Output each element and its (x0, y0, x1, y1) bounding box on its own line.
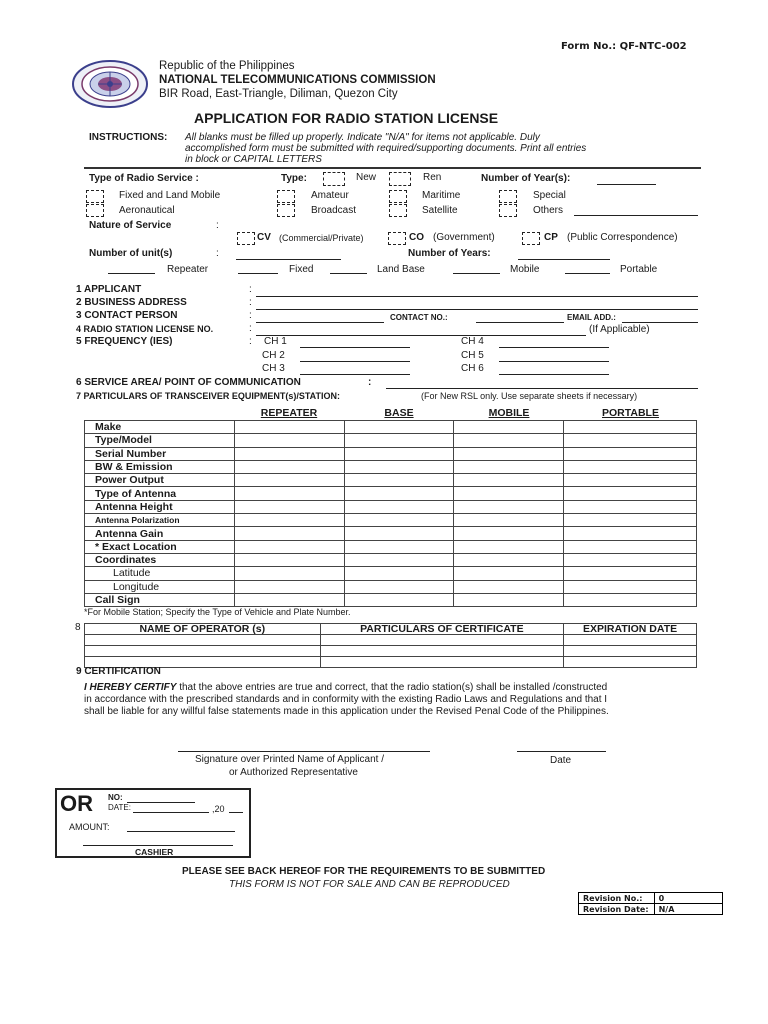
number-of-years-2-field[interactable] (518, 259, 610, 260)
equipment-row (85, 567, 697, 580)
equipment-base-cell[interactable] (344, 567, 454, 580)
ch4-field[interactable] (499, 347, 609, 348)
equipment-base-cell[interactable] (344, 474, 454, 487)
equipment-portable-cell[interactable] (564, 474, 697, 487)
column-header-mobile: MOBILE (488, 407, 530, 419)
broadcast-label: Broadcast (311, 205, 357, 216)
special-label: Special (533, 190, 566, 201)
or-date-label: DATE: (108, 803, 131, 812)
operators-header-expiration: EXPIRATION DATE (564, 624, 697, 635)
revision-no-label: Revision No.: (579, 893, 655, 904)
mobile-count-field[interactable] (453, 273, 500, 274)
repeater-count-label: Repeater (167, 264, 209, 275)
operator-expiration-cell[interactable] (564, 635, 697, 646)
frequency-label: 5 FREQUENCY (IES) (76, 336, 173, 347)
equipment-row (85, 514, 697, 527)
equipment-mobile-cell[interactable] (454, 527, 564, 540)
equipment-mobile-cell[interactable] (454, 487, 564, 500)
contact-no-label: CONTACT NO.: (390, 313, 448, 322)
form-title: APPLICATION FOR RADIO STATION LICENSE (194, 110, 499, 126)
ch1-field[interactable] (300, 347, 410, 348)
fixed-count-field[interactable] (238, 273, 278, 274)
ch2-label: CH 2 (262, 350, 285, 361)
equipment-base-cell[interactable] (344, 540, 454, 553)
certification-heading: 9 CERTIFICATION (76, 666, 161, 677)
equipment-row-label: Type/Model (85, 434, 235, 447)
co-label: CO (409, 232, 424, 243)
equipment-repeater-cell[interactable] (234, 580, 344, 593)
applicant-label: 1 APPLICANT (76, 284, 142, 295)
equipment-mobile-cell[interactable] (454, 580, 564, 593)
new-checkbox[interactable] (323, 172, 345, 186)
operators-header-certificate: PARTICULARS OF CERTIFICATE (320, 624, 564, 635)
equipment-row (85, 527, 697, 540)
header-agency: NATIONAL TELECOMMUNICATIONS COMMISSION (159, 74, 436, 86)
equipment-row (85, 593, 697, 606)
ch5-field[interactable] (499, 361, 609, 362)
equipment-base-cell[interactable] (344, 593, 454, 606)
ntc-seal-logo (71, 59, 149, 109)
operators-header-name: NAME OF OPERATOR (s) (85, 624, 321, 635)
number-of-units-label: Number of unit(s) (89, 248, 173, 259)
number-of-units-field[interactable] (236, 259, 341, 260)
signature-caption-line2: or Authorized Representative (229, 767, 358, 778)
certification-text-line2: in accordance with the prescribed standards and in conformity with the existing Radio Laws and Regulations and that I (84, 694, 608, 705)
amateur-checkbox[interactable] (277, 190, 295, 203)
item-8-number: 8 (75, 622, 81, 633)
equipment-row-label: Power Output (85, 474, 235, 487)
mobile-station-footnote: *For Mobile Station; Specify the Type of Vehicle and Plate Number. (84, 607, 351, 617)
signature-caption-line1: Signature over Printed Name of Applicant / (195, 754, 384, 765)
nature-colon: : (216, 220, 219, 231)
equipment-mobile-cell[interactable] (454, 421, 564, 434)
equipment-base-cell[interactable] (344, 460, 454, 473)
revision-date-label: Revision Date: (579, 904, 655, 915)
contact-no-field[interactable] (476, 322, 564, 323)
equipment-row (85, 421, 697, 434)
equipment-base-cell[interactable] (344, 500, 454, 513)
others-label: Others (533, 205, 564, 216)
operators-table (84, 623, 697, 668)
license-no-colon: : (249, 323, 252, 334)
operator-certificate-cell[interactable] (320, 657, 564, 668)
equipment-portable-cell[interactable] (564, 567, 697, 580)
equipment-base-cell[interactable] (344, 447, 454, 460)
ch6-field[interactable] (499, 374, 609, 375)
amateur-label: Amateur (311, 190, 349, 201)
equipment-row-label: Longitude (85, 580, 235, 593)
operator-certificate-cell[interactable] (320, 635, 564, 646)
equipment-row-label: Antenna Height (85, 500, 235, 513)
equipment-row (85, 447, 697, 460)
mobile-count-label: Mobile (510, 264, 540, 275)
contact-person-field[interactable] (256, 322, 384, 323)
maritime-label: Maritime (422, 190, 461, 201)
equipment-mobile-cell[interactable] (454, 514, 564, 527)
aeronautical-checkbox[interactable] (86, 204, 104, 217)
equipment-mobile-cell[interactable] (454, 593, 564, 606)
equipment-portable-cell[interactable] (564, 487, 697, 500)
equipment-mobile-cell[interactable] (454, 434, 564, 447)
fixed-land-mobile-checkbox[interactable] (86, 190, 104, 203)
equipment-row-label: Antenna Polarization (85, 514, 235, 527)
equipment-repeater-cell[interactable] (234, 500, 344, 513)
equipment-table (84, 420, 697, 607)
if-applicable-note: (If Applicable) (589, 324, 650, 335)
equipment-row-label: Type of Antenna (85, 487, 235, 500)
equipment-row (85, 540, 697, 553)
header-address: BIR Road, East-Triangle, Diliman, Quezon City (159, 88, 398, 100)
operator-certificate-cell[interactable] (320, 646, 564, 657)
equipment-row-label: Antenna Gain (85, 527, 235, 540)
revision-date-value: N/A (654, 904, 722, 915)
applicant-field[interactable] (256, 296, 698, 297)
equipment-repeater-cell[interactable] (234, 540, 344, 553)
equipment-repeater-cell[interactable] (234, 460, 344, 473)
ch1-label: CH 1 (264, 336, 287, 347)
aeronautical-label: Aeronautical (119, 205, 175, 216)
equipment-mobile-cell[interactable] (454, 553, 564, 566)
equipment-row-label: Serial Number (85, 447, 235, 460)
operator-name-cell[interactable] (85, 635, 321, 646)
number-of-years-field[interactable] (597, 184, 656, 185)
email-field[interactable] (622, 322, 698, 323)
equipment-portable-cell[interactable] (564, 580, 697, 593)
equipment-row-label: BW & Emission (85, 460, 235, 473)
type-label: Type: (281, 173, 307, 184)
equipment-repeater-cell[interactable] (234, 553, 344, 566)
equipment-row (85, 460, 697, 473)
equipment-portable-cell[interactable] (564, 514, 697, 527)
units-colon: : (216, 248, 219, 259)
satellite-label: Satellite (422, 205, 458, 216)
instructions-line3: in block or CAPITAL LETTERS (185, 154, 322, 165)
or-date-field[interactable] (133, 812, 209, 813)
frequency-colon: : (249, 336, 252, 347)
equipment-row-label: Latitude (85, 567, 235, 580)
equipment-mobile-cell[interactable] (454, 540, 564, 553)
business-address-label: 2 BUSINESS ADDRESS (76, 297, 187, 308)
fixed-count-label: Fixed (289, 264, 314, 275)
instructions-label: INSTRUCTIONS: (89, 132, 168, 143)
others-specify-field[interactable] (574, 215, 698, 216)
cp-label: CP (544, 232, 558, 243)
or-no-field[interactable] (127, 802, 195, 803)
equipment-base-cell[interactable] (344, 527, 454, 540)
certification-text-line1 (84, 682, 607, 693)
instructions-line1: All blanks must be filled up properly. Indicate "N/A" for items not applicable. Duly (185, 132, 540, 143)
equipment-base-cell[interactable] (344, 487, 454, 500)
business-address-colon: : (249, 297, 252, 308)
cv-description: (Commercial/Private) (279, 233, 364, 243)
equipment-row-label: * Exact Location (85, 540, 235, 553)
co-checkbox[interactable] (388, 232, 406, 245)
certify-line1: that the above entries are true and correct, that the radio station(s) shall be installed /constructed (176, 682, 608, 693)
column-header-base: BASE (384, 407, 414, 419)
renewal-label: Ren (423, 172, 442, 183)
header-republic: Republic of the Philippines (159, 60, 295, 72)
service-area-colon: : (368, 377, 372, 388)
footer-requirements-note: PLEASE SEE BACK HEREOF FOR THE REQUIREMENTS TO BE SUBMITTED (182, 866, 546, 877)
form-number: Form No.: QF-NTC-002 (561, 41, 687, 52)
applicant-signature-field[interactable] (178, 751, 430, 752)
certification-text-line3: shall be liable for any willful false statements made in this application under the Revised Penal Code of the Philippines. (84, 706, 609, 717)
equipment-row (85, 474, 697, 487)
land-base-count-field[interactable] (330, 273, 367, 274)
equipment-portable-cell[interactable] (564, 421, 697, 434)
column-header-portable: PORTABLE (602, 407, 659, 419)
equipment-row (85, 500, 697, 513)
new-label: New (356, 172, 377, 183)
section-divider (84, 167, 701, 169)
equipment-repeater-cell[interactable] (234, 474, 344, 487)
renewal-checkbox[interactable] (389, 172, 411, 186)
radio-station-license-no-field[interactable] (256, 335, 586, 336)
equipment-portable-cell[interactable] (564, 593, 697, 606)
equipment-row-label: Coordinates (85, 553, 235, 566)
instructions-line2: accomplished form must be submitted with required/supporting documents. Print all entries (185, 143, 587, 154)
ch6-label: CH 6 (461, 363, 484, 374)
co-description: (Government) (433, 232, 495, 243)
equipment-base-cell[interactable] (344, 434, 454, 447)
number-of-years-2-label: Number of Years: (408, 248, 491, 259)
ch5-label: CH 5 (461, 350, 484, 361)
equipment-portable-cell[interactable] (564, 460, 697, 473)
ch2-field[interactable] (300, 361, 410, 362)
equipment-mobile-cell[interactable] (454, 447, 564, 460)
equipment-repeater-cell[interactable] (234, 447, 344, 460)
official-receipt-box (55, 788, 251, 858)
equipment-base-cell[interactable] (344, 580, 454, 593)
repeater-count-field[interactable] (108, 273, 155, 274)
date-caption: Date (550, 755, 572, 766)
nature-of-service-label: Nature of Service (89, 220, 172, 231)
or-no-label: NO: (108, 793, 123, 802)
fixed-land-mobile-label: Fixed and Land Mobile (119, 190, 221, 201)
portable-count-field[interactable] (565, 273, 610, 274)
cashier-signature-field[interactable] (83, 845, 233, 846)
equipment-row (85, 434, 697, 447)
equipment-portable-cell[interactable] (564, 434, 697, 447)
equipment-row-label: Make (85, 421, 235, 434)
email-label: EMAIL ADD.: (567, 313, 616, 322)
equipment-repeater-cell[interactable] (234, 567, 344, 580)
type-of-radio-service-label: Type of Radio Service : (89, 173, 199, 184)
ch4-label: CH 4 (461, 336, 484, 347)
satellite-checkbox[interactable] (389, 204, 407, 217)
land-base-count-label: Land Base (377, 264, 425, 275)
equipment-repeater-cell[interactable] (234, 434, 344, 447)
ch3-field[interactable] (300, 374, 410, 375)
cp-checkbox[interactable] (522, 232, 540, 245)
contact-person-label: 3 CONTACT PERSON (76, 310, 178, 321)
equipment-row (85, 487, 697, 500)
equipment-portable-cell[interactable] (564, 540, 697, 553)
equipment-mobile-cell[interactable] (454, 500, 564, 513)
business-address-field[interactable] (256, 309, 698, 310)
cv-label: CV (257, 232, 271, 243)
service-area-field[interactable] (386, 388, 698, 389)
equipment-row (85, 553, 697, 566)
footer-not-for-sale-note: THIS FORM IS NOT FOR SALE AND CAN BE REPRODUCED (229, 879, 510, 890)
cp-description: (Public Correspondence) (567, 232, 678, 243)
or-label: OR (60, 791, 93, 816)
applicant-colon: : (249, 284, 252, 295)
equipment-base-cell[interactable] (344, 553, 454, 566)
maritime-checkbox[interactable] (389, 190, 407, 203)
equipment-base-cell[interactable] (344, 514, 454, 527)
or-amount-field[interactable] (127, 831, 235, 832)
service-area-label: 6 SERVICE AREA/ POINT OF COMMUNICATION (76, 377, 301, 388)
number-of-years-label: Number of Year(s): (481, 173, 571, 184)
equipment-repeater-cell[interactable] (234, 421, 344, 434)
equipment-repeater-cell[interactable] (234, 527, 344, 540)
equipment-repeater-cell[interactable] (234, 593, 344, 606)
equipment-row-label: Call Sign (85, 593, 235, 606)
equipment-mobile-cell[interactable] (454, 460, 564, 473)
operator-expiration-cell[interactable] (564, 646, 697, 657)
equipment-mobile-cell[interactable] (454, 474, 564, 487)
ch3-label: CH 3 (262, 363, 285, 374)
cv-checkbox[interactable] (237, 232, 255, 245)
equipment-portable-cell[interactable] (564, 500, 697, 513)
certification-date-field[interactable] (517, 751, 606, 752)
broadcast-checkbox[interactable] (277, 204, 295, 217)
operator-expiration-cell[interactable] (564, 657, 697, 668)
transceiver-particulars-label: 7 PARTICULARS OF TRANSCEIVER EQUIPMENT(s)/STATION: (76, 391, 341, 401)
equipment-mobile-cell[interactable] (454, 567, 564, 580)
contact-person-colon: : (249, 310, 252, 321)
or-year-label: ,20 (212, 804, 225, 814)
certify-lead: I HEREBY CERTIFY (84, 682, 177, 693)
radio-station-license-no-label: 4 RADIO STATION LICENSE NO. (76, 324, 214, 334)
others-checkbox[interactable] (499, 204, 517, 217)
equipment-row (85, 580, 697, 593)
equipment-repeater-cell[interactable] (234, 487, 344, 500)
column-header-repeater: REPEATER (260, 407, 318, 419)
transceiver-note: (For New RSL only. Use separate sheets if necessary) (421, 391, 638, 401)
equipment-portable-cell[interactable] (564, 553, 697, 566)
equipment-portable-cell[interactable] (564, 527, 697, 540)
special-checkbox[interactable] (499, 190, 517, 203)
or-year-field[interactable] (229, 812, 243, 813)
revision-no-value: 0 (654, 893, 722, 904)
equipment-base-cell[interactable] (344, 421, 454, 434)
or-amount-label: AMOUNT: (69, 822, 110, 832)
revision-table (578, 892, 723, 915)
portable-count-label: Portable (620, 264, 658, 275)
operator-name-cell[interactable] (85, 646, 321, 657)
equipment-repeater-cell[interactable] (234, 514, 344, 527)
cashier-label: CASHIER (135, 847, 174, 857)
equipment-portable-cell[interactable] (564, 447, 697, 460)
